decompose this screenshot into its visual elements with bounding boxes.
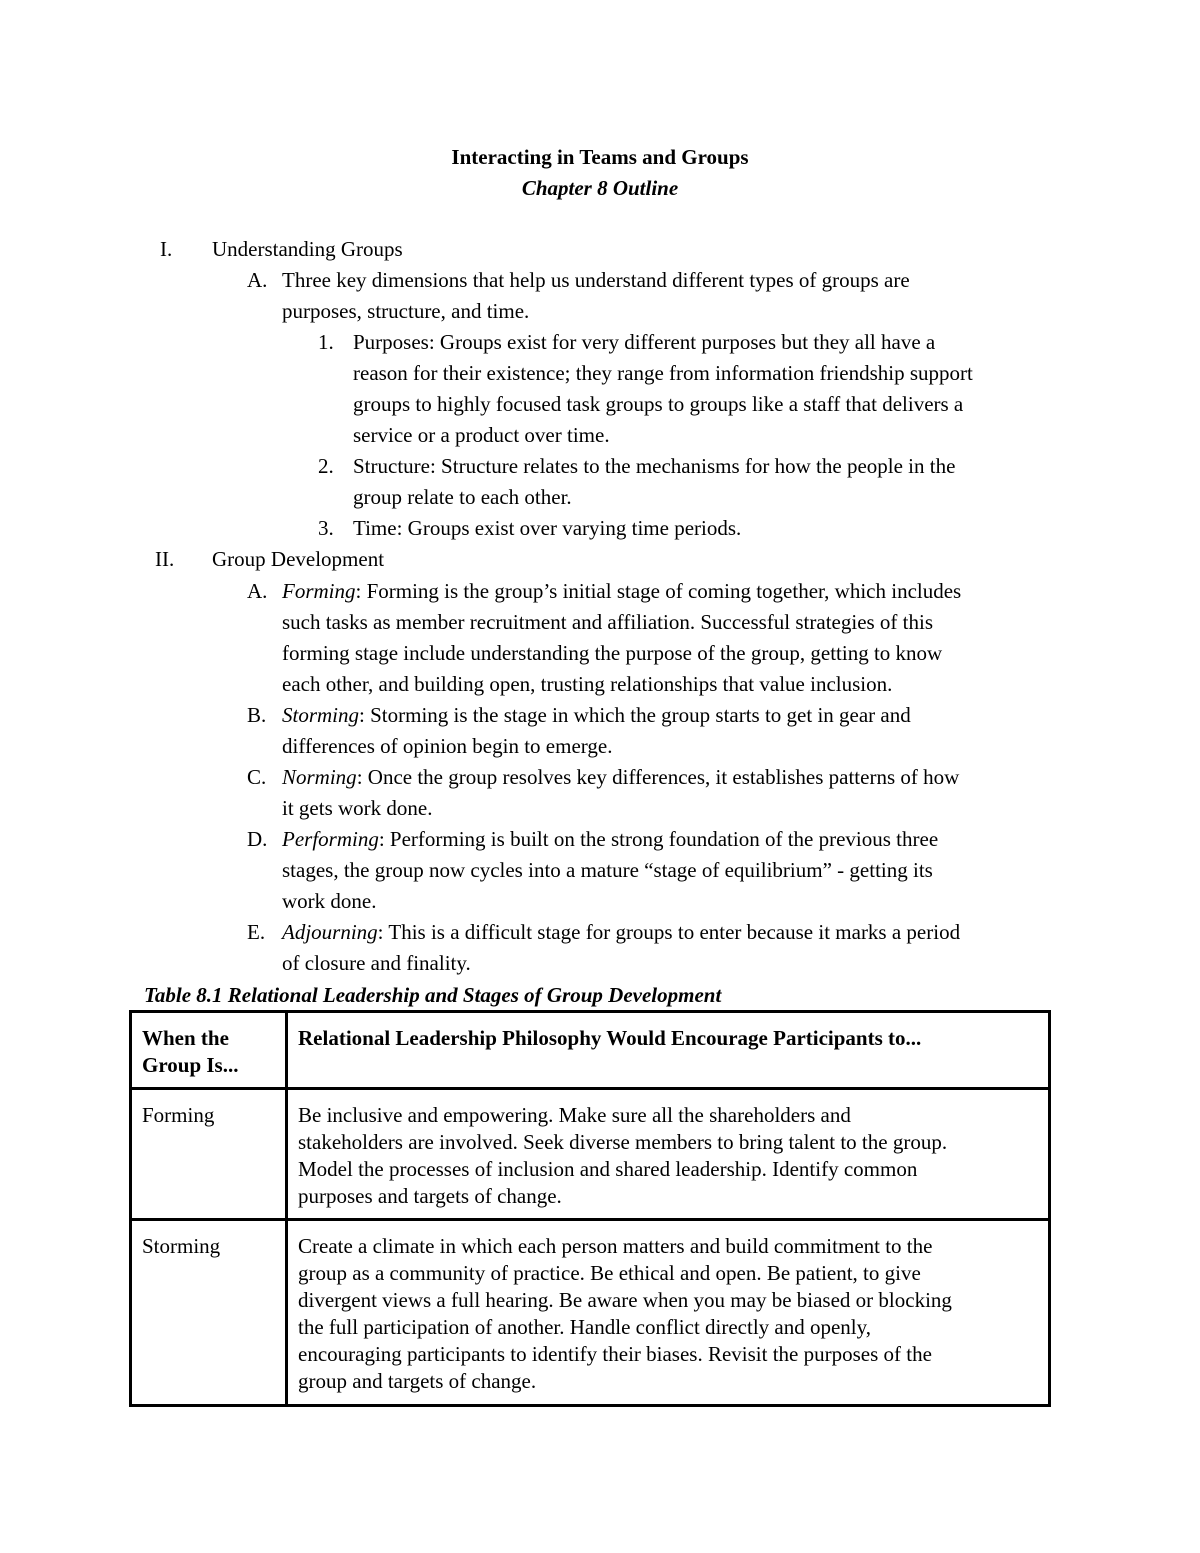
storming-text-line-3: divergent views a full hearing. Be aware when you may be biased or blocking <box>298 1288 952 1312</box>
stage-d-term: Performing <box>282 827 379 851</box>
stage-d-line-3: work done. <box>282 889 377 913</box>
forming-text-line-3: Model the processes of inclusion and shared leadership. Identify common <box>298 1157 918 1181</box>
row-forming-stage: Forming <box>131 1089 287 1220</box>
stage-b-term: Storming <box>282 703 360 727</box>
stage-a-marker: A. <box>247 579 268 603</box>
stage-d-first-line <box>282 824 938 855</box>
table-caption: Table 8.1 Relational Leadership and Stages of Group Development <box>144 983 722 1007</box>
stage-e-first-line <box>282 917 960 948</box>
stage-e-text: : This is a difficult stage for groups to enter because it marks a period <box>377 920 961 944</box>
section-1-heading: Understanding Groups <box>212 237 403 261</box>
header-philosophy-text: Relational Leadership Philosophy Would Encourage Participants to... <box>298 1026 922 1050</box>
stage-b-line-2: differences of opinion begin to emerge. <box>282 734 613 758</box>
stage-c-first-line <box>282 762 959 793</box>
section-1-marker: I. <box>160 237 173 261</box>
item-1-line-1: Purposes: Groups exist for very different purposes but they all have a <box>353 330 936 354</box>
section-1a-line-2: purposes, structure, and time. <box>282 299 530 323</box>
section-1a-line-1: Three key dimensions that help us understand different types of groups are <box>282 268 910 292</box>
forming-text-line-2: stakeholders are involved. Seek diverse members to bring talent to the group. <box>298 1130 948 1154</box>
stage-e-term: Adjourning <box>282 920 378 944</box>
document-subtitle: Chapter 8 Outline <box>521 176 679 200</box>
stage-a-line-3: forming stage include understanding the purpose of the group, getting to know <box>282 641 943 665</box>
stage-c-text: : Once the group resolves key differences, it establishes patterns of how <box>356 765 960 789</box>
stage-b-text: : Storming is the stage in which the group starts to get in gear and <box>359 703 911 727</box>
storming-text-line-1: Create a climate in which each person matters and build commitment to the <box>298 1234 933 1258</box>
item-2-line-2: group relate to each other. <box>353 485 572 509</box>
header-cell-philosophy <box>287 1012 1050 1089</box>
table-row <box>131 1089 1050 1220</box>
storming-text-line-5: encouraging participants to identify their biases. Revisit the purposes of the <box>298 1342 932 1366</box>
storming-text-line-2: group as a community of practice. Be ethical and open. Be patient, to give <box>298 1261 921 1285</box>
stage-e-line-2: of closure and finality. <box>282 951 471 975</box>
item-1-line-4: service or a product over time. <box>353 423 610 447</box>
item-1-marker: 1. <box>318 330 334 354</box>
document-title: Interacting in Teams and Groups <box>451 145 749 169</box>
stage-d-line-2: stages, the group now cycles into a mature “stage of equilibrium” - getting its <box>282 858 933 882</box>
stage-a-term: Forming <box>282 579 356 603</box>
table-row <box>131 1220 1050 1406</box>
item-2-marker: 2. <box>318 454 334 478</box>
stage-e-marker: E. <box>247 920 266 944</box>
stage-c-term: Norming <box>282 765 357 789</box>
stage-d-text: : Performing is built on the strong foundation of the previous three <box>378 827 939 851</box>
stage-c-marker: C. <box>247 765 267 789</box>
storming-text-line-4: the full participation of another. Handle conflict directly and openly, <box>298 1315 872 1339</box>
row-storming-text <box>287 1220 1050 1406</box>
stage-a-line-2: such tasks as member recruitment and affiliation. Successful strategies of this <box>282 610 934 634</box>
header-stage-line-2: Group Is... <box>142 1053 239 1077</box>
stage-d-marker: D. <box>247 827 268 851</box>
item-3-marker: 3. <box>318 516 334 540</box>
row-forming-text <box>287 1089 1050 1220</box>
stage-a-text: : Forming is the group’s initial stage of coming together, which includes <box>355 579 962 603</box>
stage-c-line-2: it gets work done. <box>282 796 433 820</box>
header-cell-stage <box>131 1012 287 1089</box>
section-2-marker: II. <box>155 547 175 571</box>
item-1-line-3: groups to highly focused task groups to groups like a staff that delivers a <box>353 392 964 416</box>
header-stage-line-1: When the <box>142 1026 229 1050</box>
item-2-line-1: Structure: Structure relates to the mechanisms for how the people in the <box>353 454 956 478</box>
section-1a-marker: A. <box>247 268 268 292</box>
section-2-heading: Group Development <box>212 547 385 571</box>
forming-text-line-1: Be inclusive and empowering. Make sure all the shareholders and <box>298 1103 851 1127</box>
stage-a-line-4: each other, and building open, trusting relationships that value inclusion. <box>282 672 893 696</box>
item-1-line-2: reason for their existence; they range from information friendship support <box>353 361 973 385</box>
item-3-line-1: Time: Groups exist over varying time periods. <box>353 516 742 540</box>
storming-text-line-6: group and targets of change. <box>298 1369 537 1393</box>
stage-b-marker: B. <box>247 703 267 727</box>
leadership-stages-table <box>129 1010 1051 1407</box>
table-header-row <box>131 1012 1050 1089</box>
row-storming-stage: Storming <box>131 1220 287 1406</box>
stage-a-first-line <box>282 576 961 607</box>
stage-b-first-line <box>282 700 911 731</box>
forming-text-line-4: purposes and targets of change. <box>298 1184 562 1208</box>
